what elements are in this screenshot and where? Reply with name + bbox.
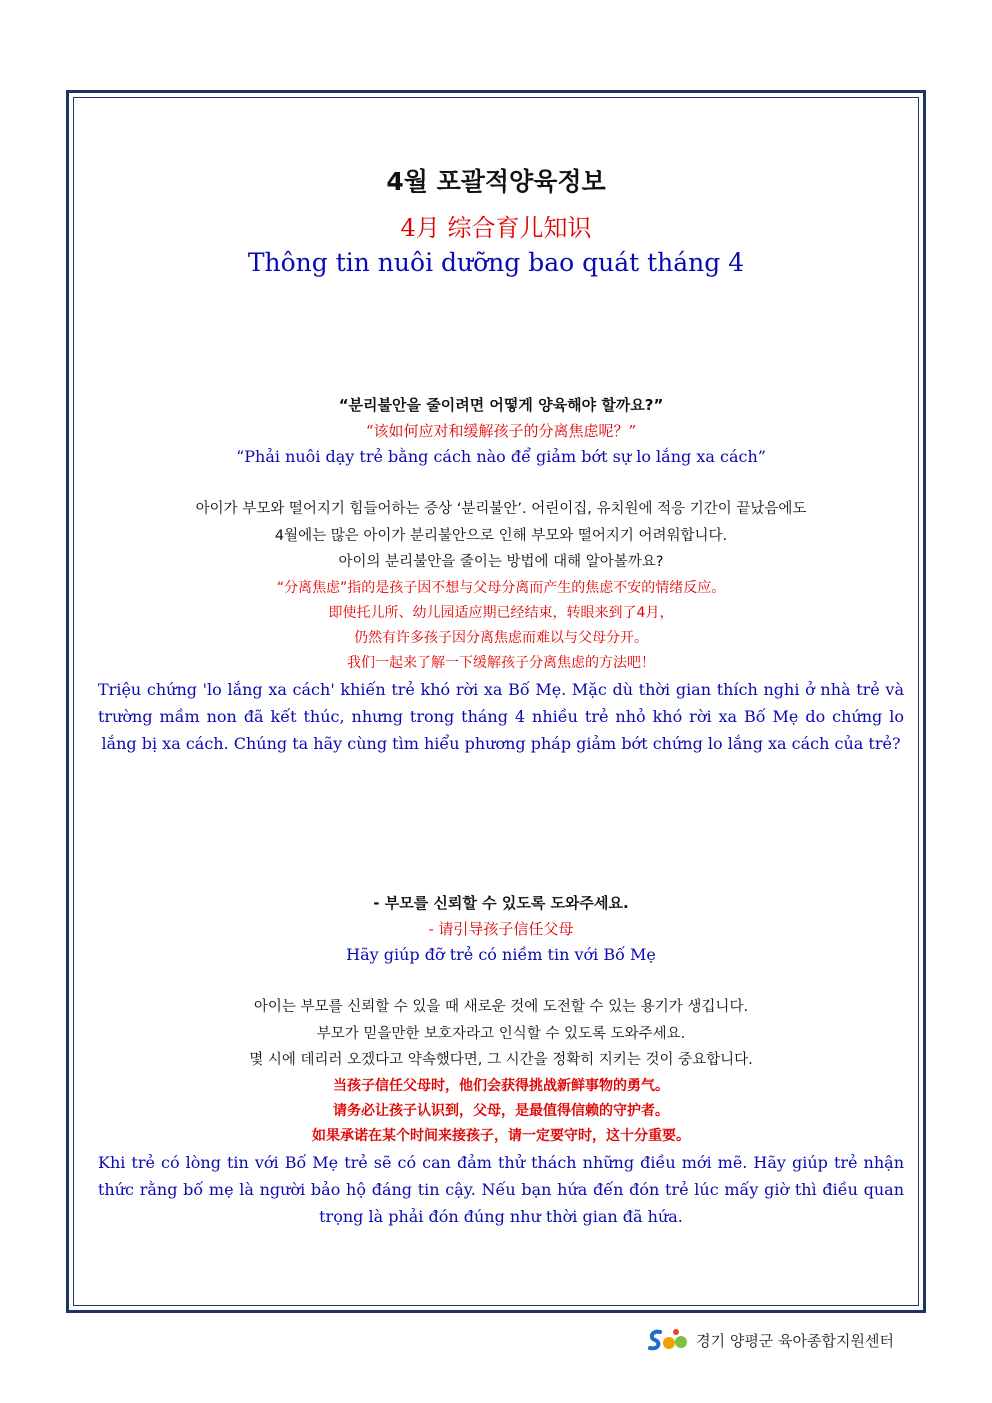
body-korean-line: 아이의 분리불안을 줄이는 방법에 대해 알아볼까요?	[338, 554, 664, 570]
body-korean-line: 4월에는 많은 아이가 분리불안으로 인해 부모와 떨어지기 어려워합니다.	[274, 527, 728, 544]
body-korean-line: 아이는 부모를 신뢰할 수 있을 때 새로운 것에 도전할 수 있는 용기가 생깁니다.	[253, 999, 749, 1015]
center-logo-icon	[646, 1326, 690, 1354]
section-separation-anxiety	[98, 392, 904, 757]
page-border	[66, 90, 926, 1313]
question-chinese: “该如何应对和缓解孩子的分离焦虑呢？”	[365, 422, 637, 440]
question-korean: “분리불안을 줄이려면 어떻게 양육해야 할까요?”	[338, 396, 664, 414]
title-vietnamese: Thông tin nuôi dưỡng bao quát tháng 4	[247, 248, 745, 277]
heading-korean: - 부모를 신뢰할 수 있도록 도와주세요.	[373, 894, 629, 912]
body-vietnamese: Khi trẻ có lòng tin với Bố Mẹ trẻ sẽ có can đảm thử thách những điều mới mẽ. Hãy giúp trẻ nhận thức rằng bố mẹ là người bảo hộ đáng tin cậy. Nếu bạn hứa đến đón trẻ lúc mấy giờ thì điều quan trọng là phải đón đúng như thời gian đã hứa.	[98, 1152, 904, 1226]
body-chinese-line: 我们一起来了解一下缓解孩子分离焦虑的方法吧！	[347, 654, 655, 671]
section-trust-parents	[98, 890, 904, 1230]
body-chinese-line: 当孩子信任父母时，他们会获得挑战新鲜事物的勇气。	[333, 1077, 669, 1094]
heading-chinese: - 请引导孩子信任父母	[428, 920, 574, 938]
heading-vietnamese: Hãy giúp đỡ trẻ có niềm tin với Bố Mẹ	[346, 945, 656, 964]
body-korean-line: 부모가 믿을만한 보호자라고 인식할 수 있도록 도와주세요.	[316, 1025, 686, 1042]
body-chinese-line: 请务必让孩子认识到，父母，是最值得信赖的守护者。	[333, 1102, 669, 1119]
body-chinese-line: 即使托儿所、幼儿园适应期已经结束，转眼来到了4月，	[328, 604, 674, 621]
footer	[646, 1326, 894, 1354]
title-chinese: 4月 综合育儿知识	[400, 214, 592, 242]
org-name: 경기 양평군 육아종합지원센터	[696, 1331, 894, 1350]
body-chinese-line: 仍然有许多孩子因分离焦虑而难以与父母分开。	[354, 629, 648, 646]
body-korean-line: 몇 시에 데리러 오겠다고 약속했다면, 그 시간을 정확히 지키는 것이 중요합니다.	[249, 1052, 753, 1068]
question-vietnamese: “Phải nuôi dạy trẻ bằng cách nào để giảm bớt sự lo lắng xa cách”	[236, 447, 766, 466]
title-korean: 4월 포괄적양육정보	[386, 167, 606, 196]
body-chinese-line: 如果承诺在某个时间来接孩子，请一定要守时，这十分重要。	[312, 1127, 690, 1144]
body-korean-line: 아이가 부모와 떨어지기 힘들어하는 증상 ‘분리불안’. 어린이집, 유치원에 적응 기간이 끝났음에도	[195, 501, 807, 517]
body-vietnamese: Triệu chứng 'lo lắng xa cách' khiến trẻ khó rời xa Bố Mẹ. Mặc dù thời gian thích nghi ở nhà trẻ và trường mầm non đã kết thúc, nhưng trong tháng 4 nhiều trẻ nhỏ khó rời xa Bố Mẹ do chứng lo lắng bị xa cách. Chúng ta hãy cùng tìm hiểu phương pháp giảm bớt chứng lo lắng xa cách của trẻ?	[98, 679, 904, 753]
body-chinese-line: “分离焦虑”指的是孩子因不想与父母分离而产生的焦虑不安的情绪反应。	[276, 579, 726, 596]
page-border-inner	[73, 97, 919, 1306]
